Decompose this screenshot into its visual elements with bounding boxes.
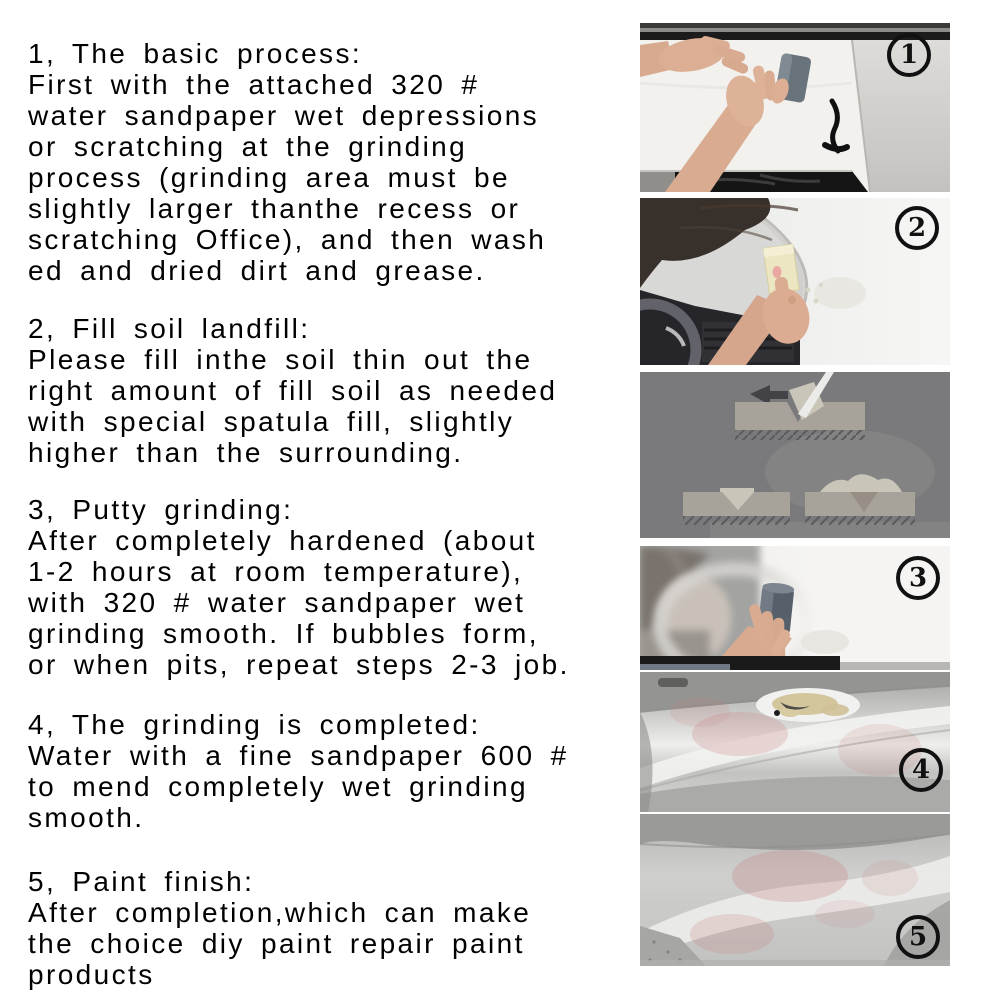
schematic-art [640, 372, 950, 538]
step-2-line: with special spatula fill, slightly [28, 406, 515, 437]
step-1-line: water sandpaper wet depressions [28, 100, 540, 131]
step-1-line: ed and dried dirt and grease. [28, 255, 486, 286]
step-1-line: slightly larger thanthe recess or [28, 193, 521, 224]
step-4-badge [899, 748, 943, 792]
hatching [735, 430, 865, 440]
step-5-badge [896, 915, 940, 959]
photo-step1-wet-sanding [640, 23, 950, 192]
step-3-heading: 3, Putty grinding: [28, 494, 294, 525]
step-2-line: right amount of fill soil as needed [28, 375, 558, 406]
instruction-step-4 [28, 709, 640, 833]
photo-step3-sanding-putty [640, 546, 950, 670]
step-1-badge-number: 1 [899, 40, 919, 70]
diagram-flush-fill [683, 488, 790, 525]
step-3-line: with 320 # water sandpaper wet [28, 587, 526, 618]
instruction-step-1 [28, 38, 640, 286]
fingernail [773, 266, 782, 278]
sanded-putty-spot [756, 688, 860, 722]
step-4-line: smooth. [28, 802, 145, 833]
step-5-badge-number: 5 [908, 922, 928, 952]
step-3-line: 1-2 hours at room temperature), [28, 556, 524, 587]
sanded-area [801, 630, 849, 654]
step-2-badge-number: 2 [907, 213, 927, 243]
step-1-line: First with the attached 320 # [28, 69, 480, 100]
instruction-step-2 [28, 313, 640, 468]
step-3-line: grinding smooth. If bubbles form, [28, 618, 539, 649]
putty-smear [814, 277, 866, 309]
step-4-heading: 4, The grinding is completed: [28, 709, 481, 740]
pit-dot [774, 710, 780, 716]
step-5-line: products [28, 959, 155, 990]
step-5-heading: 5, Paint finish: [28, 866, 255, 897]
step-5-line: After completion,which can make [28, 897, 532, 928]
step-4-badge-number: 4 [911, 755, 931, 785]
red-smudge [732, 850, 848, 902]
step-4-line: Water with a fine sandpaper 600 # [28, 740, 569, 771]
photo-step4-art [640, 672, 950, 812]
step-1-line: process (grinding area must be [28, 162, 510, 193]
step-2-badge [895, 206, 939, 250]
instruction-step-5 [28, 866, 640, 990]
step-5-line: the choice diy paint repair paint [28, 928, 525, 959]
step-2-line: Please fill inthe soil thin out the [28, 344, 533, 375]
photo-step2-apply-putty [640, 198, 950, 365]
step-1-line: scratching Office), and then wash [28, 224, 547, 255]
step-1-heading: 1, The basic process: [28, 38, 363, 69]
step-3-line: After completely hardened (about [28, 525, 537, 556]
photo-step5-finished-bumper [640, 814, 950, 966]
step-4-line: to mend completely wet grinding [28, 771, 528, 802]
step-2-heading: 2, Fill soil landfill: [28, 313, 311, 344]
step-3-line: or when pits, repeat steps 2-3 job. [28, 649, 570, 680]
photo-step4-grinding-completed [640, 672, 950, 812]
step-3-badge [896, 556, 940, 600]
step-1-line: or scratching at the grinding [28, 131, 468, 162]
bumper-slot [658, 678, 688, 687]
step-2-line: higher than the surrounding. [28, 437, 464, 468]
instruction-step-3 [28, 494, 640, 680]
step-1-badge [887, 33, 931, 77]
photo-putty-schematic [640, 372, 950, 538]
step-3-badge-number: 3 [908, 563, 928, 593]
